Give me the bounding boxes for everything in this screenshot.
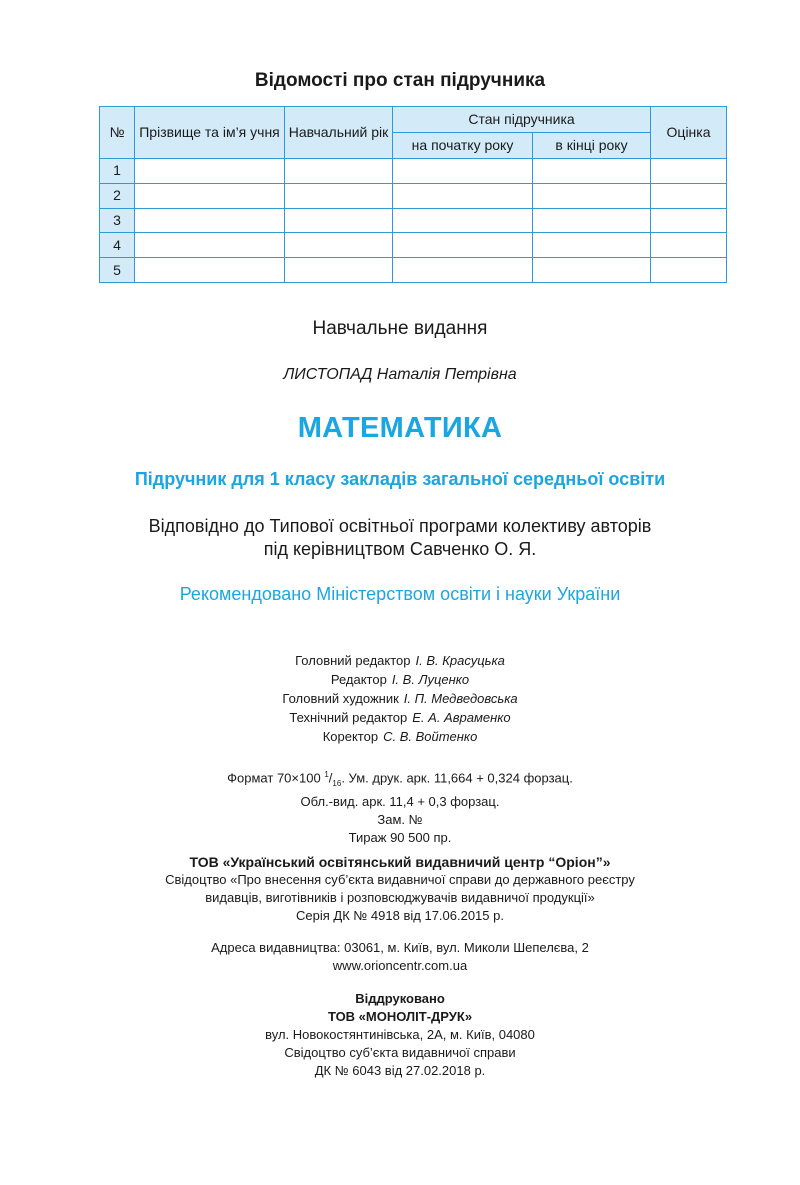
publisher-name: ТОВ «Український освітянський видавничий центр “Оріон”»	[189, 854, 611, 870]
format-line-4: Тираж 90 500 пр.	[348, 829, 452, 845]
cell-year	[285, 233, 393, 258]
table-row	[100, 183, 727, 208]
textbook-state-table	[99, 106, 727, 283]
format-info	[0, 766, 800, 847]
format-prefix: Формат 70×100	[227, 770, 321, 786]
address-line: Адреса видавництва: 03061, м. Київ, вул. Миколи Шепелєва, 2	[211, 940, 589, 955]
header-state-end: в кінці року	[533, 133, 651, 159]
row-number: 1	[100, 159, 135, 184]
table-row	[100, 159, 727, 184]
table-row	[100, 258, 727, 283]
program-line-1: Відповідно до Типової освітньої програми колективу авторів	[148, 516, 652, 536]
credit-role: Головний редактор	[295, 653, 411, 668]
format-frac-den: 16	[332, 778, 342, 788]
cell-state-start	[393, 258, 533, 283]
cell-grade	[651, 183, 727, 208]
cell-grade	[651, 258, 727, 283]
publisher-address	[0, 939, 800, 975]
book-title: МАТЕМАТИКА	[297, 412, 503, 444]
cell-state-end	[533, 208, 651, 233]
author-name: ЛИСТОПАД Наталія Петрівна	[283, 366, 517, 383]
table-title: Відомості про стан підручника	[254, 70, 546, 91]
row-number: 4	[100, 233, 135, 258]
cell-name	[135, 208, 285, 233]
format-frac-num: 1	[324, 770, 329, 779]
credit-role: Технічний редактор	[289, 710, 408, 725]
publisher-line-1: Свідоцтво «Про внесення суб’єкта видавничої справи до державного реєстру	[165, 872, 635, 887]
printed-label: Віддруковано	[355, 991, 445, 1006]
cell-grade	[651, 159, 727, 184]
cell-state-start	[393, 233, 533, 258]
cell-state-end	[533, 159, 651, 184]
cell-year	[285, 159, 393, 184]
cell-grade	[651, 208, 727, 233]
cell-name	[135, 159, 285, 184]
printer-info	[0, 990, 800, 1080]
format-suffix: . Ум. друк. арк. 11,664 + 0,324 форзац.	[341, 770, 573, 786]
cell-state-start	[393, 183, 533, 208]
credit-name: Е. А. Авраменко	[412, 710, 511, 725]
cell-name	[135, 258, 285, 283]
row-number: 2	[100, 183, 135, 208]
book-subtitle: Підручник для 1 класу закладів загальної середньої освіти	[134, 469, 666, 489]
cell-name	[135, 233, 285, 258]
program-line-2: під керівництвом Савченко О. Я.	[263, 539, 537, 559]
printer-name: ТОВ «МОНОЛІТ-ДРУК»	[327, 1009, 473, 1024]
credit-line	[0, 708, 800, 727]
credit-role: Коректор	[322, 729, 379, 744]
header-grade: Оцінка	[651, 107, 727, 159]
cell-grade	[651, 233, 727, 258]
credits	[0, 651, 800, 746]
format-line-2: Обл.-вид. арк. 11,4 + 0,3 форзац.	[300, 793, 500, 809]
header-state: Стан підручника	[393, 107, 651, 133]
row-number: 3	[100, 208, 135, 233]
credit-name: І. В. Луценко	[391, 672, 470, 687]
format-line-3: Зам. №	[377, 811, 423, 827]
publisher-info	[0, 853, 800, 925]
cell-state-end	[533, 233, 651, 258]
cell-year	[285, 208, 393, 233]
credit-role: Головний художник	[282, 691, 399, 706]
credit-line	[0, 727, 800, 746]
cell-name	[135, 183, 285, 208]
recommendation: Рекомендовано Міністерством освіти і науки України	[179, 584, 621, 604]
cell-year	[285, 258, 393, 283]
header-num: №	[100, 107, 135, 159]
printer-address: вул. Новокостянтинівська, 2А, м. Київ, 04080	[265, 1027, 535, 1042]
credit-name: І. В. Красуцька	[415, 653, 505, 668]
credit-line	[0, 651, 800, 670]
website-link: www.orioncentr.com.ua	[332, 958, 468, 973]
cell-state-end	[533, 258, 651, 283]
edition-type: Навчальне видання	[312, 318, 488, 339]
publisher-line-2: видавців, виготівників і розповсюджувачів видавничої продукції»	[205, 890, 595, 905]
credit-line	[0, 670, 800, 689]
credit-name: І. П. Медведовська	[403, 691, 518, 706]
table-row	[100, 233, 727, 258]
cell-state-end	[533, 183, 651, 208]
format-frac-sep: /	[328, 770, 333, 786]
cell-year	[285, 183, 393, 208]
header-year: Навчальний рік	[285, 107, 393, 159]
cell-state-start	[393, 159, 533, 184]
table-row	[100, 208, 727, 233]
format-line-1	[0, 766, 800, 793]
publisher-line-3: Серія ДК № 4918 від 17.06.2015 р.	[296, 908, 504, 923]
header-name: Прізвище та ім’я учня	[135, 107, 285, 159]
credit-line	[0, 689, 800, 708]
cell-state-start	[393, 208, 533, 233]
printer-cert: Свідоцтво суб’єкта видавничої справи	[284, 1045, 516, 1060]
credit-name: С. В. Войтенко	[383, 729, 478, 744]
printer-cert-no: ДК № 6043 від 27.02.2018 р.	[314, 1063, 486, 1078]
credit-role: Редактор	[330, 672, 387, 687]
header-state-start: на початку року	[393, 133, 533, 159]
row-number: 5	[100, 258, 135, 283]
program-note	[0, 515, 800, 561]
